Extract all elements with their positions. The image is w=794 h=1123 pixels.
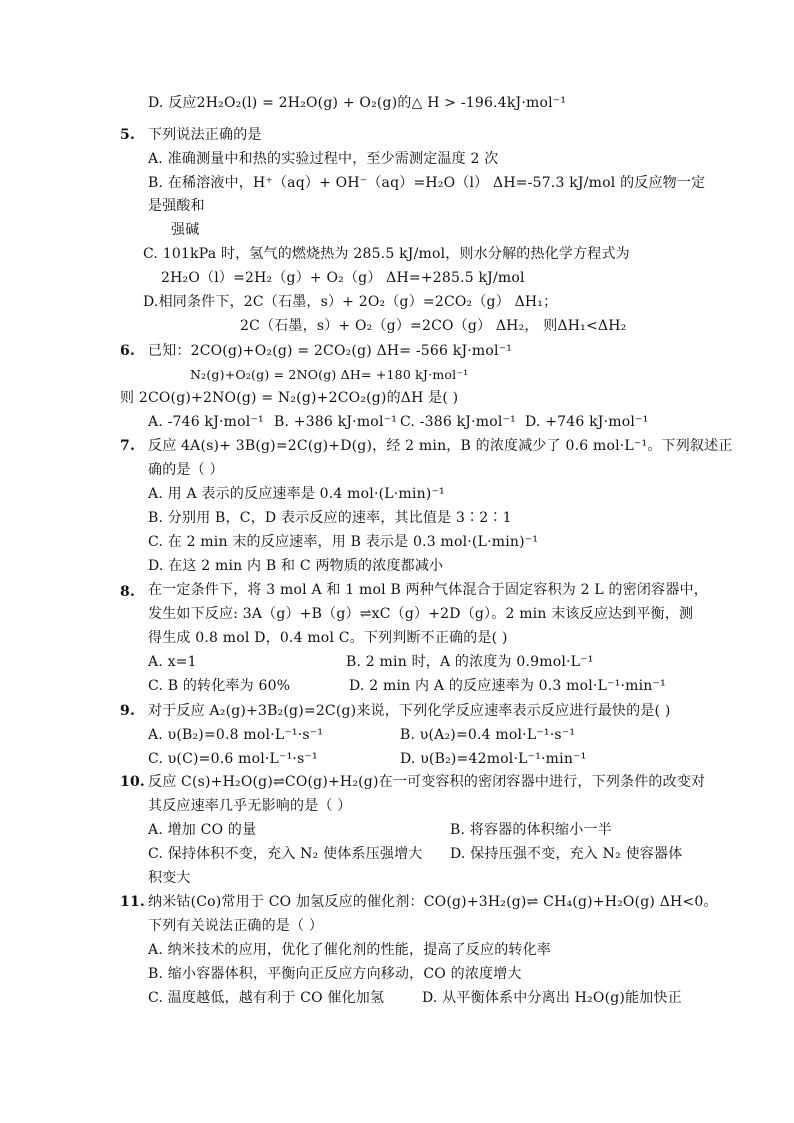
q6-option-c: C. -386 kJ·mol⁻¹ — [400, 414, 516, 430]
q10-stem: 反应 C(s)+H₂O(g)⇌CO(g)+H₂(g)在一可变容积的密闭容器中进行，下列条件的改变对 — [148, 774, 706, 790]
q11-number: 11. — [120, 894, 145, 910]
q7-option-d: D. 在这 2 min 内 B 和 C 两物质的浓度都减小 — [148, 558, 444, 574]
q7-option-b: B. 分别用 B，C，D 表示反应的速率，其比值是 3∶2∶1 — [148, 510, 512, 526]
q5-option-b-cont2: 强碱 — [171, 222, 200, 238]
q10-option-a: A. 增加 CO 的量 — [148, 822, 257, 838]
q11-option-b: B. 缩小容器体积，平衡向正反应方向移动，CO 的浓度增大 — [148, 966, 522, 982]
q5-option-b-cont: 是强酸和 — [148, 198, 205, 214]
q7-stem: 反应 4A(s)+ 3B(g)=2C(g)+D(g)，经 2 min，B 的浓度减少了 0.6 mol·L⁻¹。下列叙述正 — [148, 438, 733, 454]
q11-option-a: A. 纳米技术的应用，优化了催化剂的性能，提高了反应的转化率 — [148, 942, 552, 958]
q11-stem: 纳米钴(Co)常用于 CO 加氢反应的催化剂：CO(g)+3H₂(g)⇌ CH₄(g)+H₂O(g) ΔH<0。 — [148, 894, 718, 910]
q7-stem-cont: 确的是（ ） — [148, 462, 224, 478]
q5-option-d-cont: 2C（石墨，s）+ O₂（g）=2CO（g） ΔH₂， 则ΔH₁<ΔH₂ — [240, 318, 627, 334]
q11-stem-cont: 下列有关说法正确的是（ ） — [148, 918, 324, 934]
q7-number: 7. — [120, 438, 136, 454]
q8-number: 8. — [120, 584, 136, 600]
q5-option-a: A. 准确测量中和热的实验过程中，至少需测定温度 2 次 — [148, 151, 499, 167]
q6-given-1: 已知：2CO(g)+O₂(g) = 2CO₂(g) ΔH= -566 kJ·mol⁻¹ — [148, 343, 513, 359]
q10-option-b: B. 将容器的体积缩小一半 — [450, 822, 612, 838]
q11-option-d: D. 从平衡体系中分离出 H₂O(g)能加快正 — [422, 990, 682, 1006]
q5-option-d: D.相同条件下，2C（石墨，s）+ 2O₂（g）=2CO₂（g） ΔH₁； — [143, 294, 558, 310]
q11-option-c: C. 温度越低，越有利于 CO 催化加氢 — [148, 990, 385, 1006]
q5-stem: 下列说法正确的是 — [148, 127, 262, 143]
q8-stem-cont: 发生如下反应: 3A（g）+B（g）⇌xC（g）+2D（g）。2 min 末该反应达到平衡，测 — [148, 606, 694, 622]
q4-option-d: D. 反应2H₂O₂(l) = 2H₂O(g) + O₂(g)的△ H > -196.4kJ·mol⁻¹ — [148, 95, 567, 111]
q10-option-d: D. 保持压强不变，充入 N₂ 使容器体 — [450, 846, 683, 862]
q6-option-d: D. +746 kJ·mol⁻¹ — [525, 414, 649, 430]
q9-number: 9. — [120, 703, 136, 719]
q6-option-a: A. -746 kJ·mol⁻¹ — [148, 414, 264, 430]
q7-option-c: C. 在 2 min 末的反应速率，用 B 表示是 0.3 mol·(L·min)⁻¹ — [148, 534, 539, 550]
q8-option-b: B. 2 min 时，A 的浓度为 0.9mol·L⁻¹ — [346, 654, 594, 670]
q9-stem: 对于反应 A₂(g)+3B₂(g)=2C(g)来说，下列化学反应速率表示反应进行最快的是( ) — [148, 703, 671, 719]
q10-stem-cont: 其反应速率几乎无影响的是（ ） — [148, 798, 352, 814]
q5-option-b: B. 在稀溶液中，H⁺（aq）+ OH⁻（aq）=H₂O（l） ΔH=-57.3 kJ/mol 的反应物一定 — [148, 175, 706, 191]
q6-given-2: N₂(g)+O₂(g) = 2NO(g) ΔH= +180 kJ·mol⁻¹ — [190, 367, 469, 382]
q8-option-c: C. B 的转化率为 60% — [148, 678, 291, 694]
q6-number: 6. — [120, 343, 136, 359]
q8-stem: 在一定条件下，将 3 mol A 和 1 mol B 两种气体混合于固定容积为 2 L 的密闭容器中， — [148, 582, 708, 598]
q5-number: 5. — [120, 127, 136, 143]
q9-option-b: B. υ(A₂)=0.4 mol·L⁻¹·s⁻¹ — [400, 727, 576, 743]
q7-option-a: A. 用 A 表示的反应速率是 0.4 mol·(L·min)⁻¹ — [148, 486, 445, 502]
q6-question: 则 2CO(g)+2NO(g) = N₂(g)+2CO₂(g)的ΔH 是( ) — [120, 390, 459, 406]
q8-option-d: D. 2 min 内 A 的反应速率为 0.3 mol·L⁻¹·min⁻¹ — [349, 678, 666, 694]
q9-option-c: C. υ(C)=0.6 mol·L⁻¹·s⁻¹ — [148, 751, 318, 767]
q10-option-c: C. 保持体积不变，充入 N₂ 使体系压强增大 — [148, 846, 423, 862]
q5-option-c: C. 101kPa 时，氢气的燃烧热为 285.5 kJ/mol，则水分解的热化学方程式为 — [143, 246, 630, 262]
q5-option-c-equation: 2H₂O（l）=2H₂（g）+ O₂（g） ΔH=+285.5 kJ/mol — [161, 270, 525, 286]
q9-option-d: D. υ(B₂)=42mol·L⁻¹·min⁻¹ — [400, 751, 587, 767]
q10-number: 10. — [120, 774, 145, 790]
q8-stem-cont2: 得生成 0.8 mol D，0.4 mol C。下列判断不正确的是( ) — [148, 630, 508, 646]
q10-option-d-cont: 积变大 — [148, 870, 191, 886]
q8-option-a: A. x=1 — [148, 654, 197, 670]
q9-option-a: A. υ(B₂)=0.8 mol·L⁻¹·s⁻¹ — [148, 727, 324, 743]
q6-option-b: B. +386 kJ·mol⁻¹ — [274, 414, 398, 430]
